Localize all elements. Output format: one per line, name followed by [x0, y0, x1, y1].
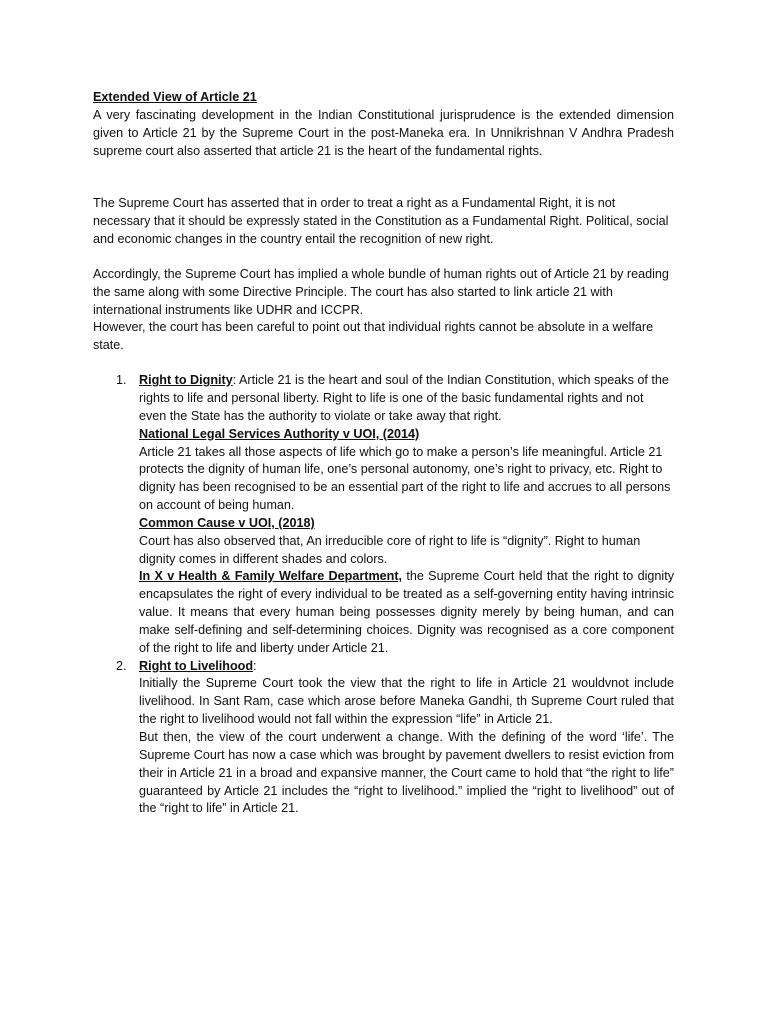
list-item: [93, 658, 674, 819]
list-item-title: Right to Dignity: [139, 373, 233, 388]
case-text: Article 21 takes all those aspects of life which go to make a person’s life meaningful. Article 21 protects the dignity of human life, one’s personal autonomy, one’s right to privacy, etc. Right to dignity has been recognised to be an essential part of the right to life and accrues to all persons on account of being human.: [139, 444, 671, 513]
document-page: [93, 89, 674, 818]
list-number: 1.: [116, 373, 127, 388]
fundamental-right-paragraph: The Supreme Court has asserted that in order to treat a right as a Fundamental Right, it is not necessary that it should be expressly stated in the Constitution as a Fundamental Right. Political, social and economic changes in the country entail the recognition of new right.: [93, 196, 669, 247]
livelihood-text: But then, the view of the court underwent a change. With the defining of the word ‘life’. The Supreme Court has now a case which was brought by pavement dwellers to resist eviction from their in Article 21 in a broad and expansive manner, the Court came to hold that “the right to life” guaranteed by Article 21 includes the “right to livelihood.” implied the “right to livelihood” out of the “right to life” in Article 21.: [139, 730, 674, 816]
case-title: National Legal Services Authority v UOI, (2014): [139, 426, 420, 441]
case-text: Court has also observed that, An irreducible core of right to life is “dignity”. Right to human dignity comes in different shades and colors.: [139, 533, 641, 566]
intro-paragraph: A very fascinating development in the Indian Constitutional jurisprudence is the extended dimension given to Article 21 by the Supreme Court in the post-Maneka era. In Unnikrishnan V Andhra Pradesh supreme court also asserted that article 21 is the heart of the fundamental rights.: [93, 107, 674, 158]
rights-list: [93, 372, 674, 818]
case-title: Common Cause v UOI, (2018): [139, 515, 315, 530]
welfare-state-paragraph: However, the court has been careful to point out that individual rights cannot be absolute in a welfare state.: [93, 320, 654, 353]
document-heading: Extended View of Article 21: [93, 90, 257, 104]
list-item-colon: :: [253, 658, 257, 673]
case-title: In X v Health & Family Welfare Department,: [139, 569, 403, 584]
list-item-title: Right to Livelihood: [139, 658, 254, 673]
case-text: the Supreme Court held that the right to dignity encapsulates the right of every individual to be treated as a self-governing entity having intrinsic value. It means that every human being possesses dignity merely by being human, and can make self-defining and self-determining choices. Dignity was recognised as a core component of the right to life and liberty under Article 21.: [139, 569, 675, 655]
list-item: [93, 372, 674, 658]
list-number: 2.: [116, 658, 127, 673]
list-item-intro: : Article 21 is the heart and soul of the Indian Constitution, which speaks of the rights to life and personal liberty. Right to life is one of the basic fundamental rights and not even the State has the authority to violate or take away that right.: [139, 373, 669, 423]
livelihood-text: Initially the Supreme Court took the view that the right to life in Article 21 wouldvnot include livelihood. In Sant Ram, case which arose before Maneka Gandhi, th Supreme Court ruled that the right to livelihood would not fall within the expression “life” in Article 21.: [139, 676, 674, 727]
implied-rights-paragraph: Accordingly, the Supreme Court has implied a whole bundle of human rights out of Article 21 by reading the same along with some Directive Principle. The court has also started to link article 21 with international instruments like UDHR and ICCPR.: [93, 266, 669, 317]
